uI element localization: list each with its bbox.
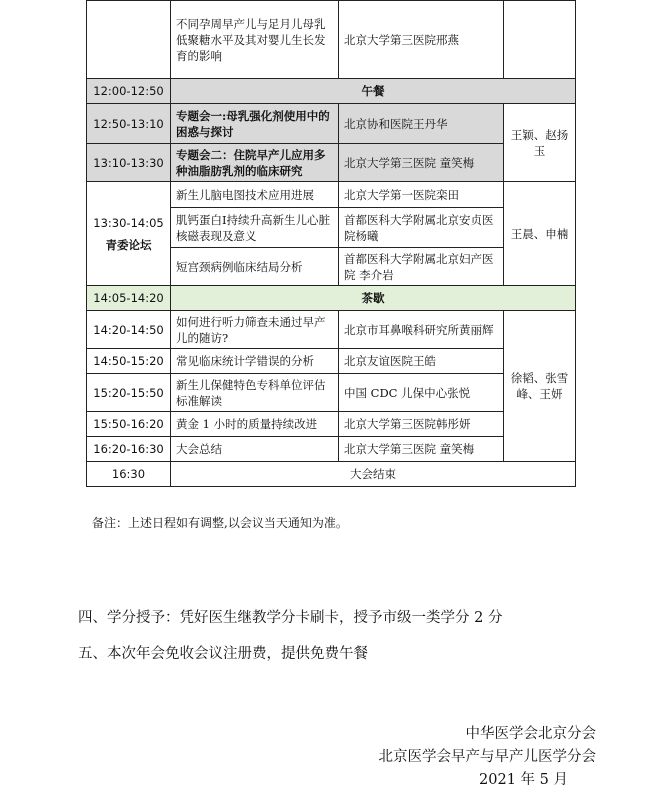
tea-break-cell: 茶歇 xyxy=(171,286,576,311)
signature-org-2: 北京医学会早产与早产儿医学分会 xyxy=(378,749,596,765)
chair-cell: 王晨、申楠 xyxy=(504,182,576,286)
speaker-cell: 首都医科大学附属北京安贞医院杨曦 xyxy=(339,208,504,248)
table-row xyxy=(87,182,576,208)
table-row xyxy=(87,412,576,437)
speaker-cell: 首都医科大学附属北京妇产医院 李介岩 xyxy=(339,248,504,286)
table-row xyxy=(87,349,576,374)
session-label: 青委论坛 xyxy=(105,237,152,252)
table-row xyxy=(87,104,576,144)
speaker-cell: 北京大学第三医院邢燕 xyxy=(339,1,504,79)
time-cell: 15:20-15:50 xyxy=(87,374,171,412)
signature-org-1: 中华医学会北京分会 xyxy=(465,726,596,742)
table-row xyxy=(87,286,576,311)
speaker-cell: 中国 CDC 儿保中心张悦 xyxy=(339,374,504,412)
schedule-note: 备注：上述日程如有调整,以会议当天通知为准。 xyxy=(92,516,348,530)
lunch-cell: 午餐 xyxy=(171,79,576,104)
closing-cell: 大会结束 xyxy=(171,462,576,487)
topic-cell: 肌钙蛋白Ⅰ持续升高新生儿心脏核磁表现及意义 xyxy=(171,208,339,248)
signature-date: 2021 年 5 月 xyxy=(479,772,568,788)
speaker-cell: 北京协和医院王丹华 xyxy=(339,104,504,144)
time-cell: 14:20-14:50 xyxy=(87,311,171,349)
table-row xyxy=(87,1,576,79)
time-cell: 14:50-15:20 xyxy=(87,349,171,374)
table-row xyxy=(87,311,576,349)
section-fees: 五、本次年会免收会议注册费，提供免费午餐 xyxy=(78,646,368,662)
speaker-cell: 北京大学第三医院韩彤妍 xyxy=(339,412,504,437)
speaker-cell: 北京大学第三医院 童笑梅 xyxy=(339,144,504,182)
section-credits: 四、学分授予：凭好医生继教学分卡刷卡，授予市级一类学分 2 分 xyxy=(78,610,503,626)
speaker-cell: 北京友谊医院王皓 xyxy=(339,349,504,374)
time-cell: 12:00-12:50 xyxy=(87,79,171,104)
time-text: 13:30-14:05 xyxy=(93,215,164,230)
table-row xyxy=(87,462,576,487)
time-cell: 12:50-13:10 xyxy=(87,104,171,144)
chair-cell: 王颖、赵扬玉 xyxy=(504,104,576,182)
topic-cell: 黄金 1 小时的质量持续改进 xyxy=(171,412,339,437)
chair-cell xyxy=(504,1,576,79)
time-cell: 16:30 xyxy=(87,462,171,487)
topic-cell: 专题会一:母乳强化剂使用中的困惑与探讨 xyxy=(171,104,339,144)
topic-cell: 新生儿保健特色专科单位评估标准解读 xyxy=(171,374,339,412)
chair-cell: 徐韬、张雪峰、王妍 xyxy=(504,311,576,462)
table-row xyxy=(87,144,576,182)
topic-cell: 常见临床统计学错误的分析 xyxy=(171,349,339,374)
schedule-table xyxy=(86,0,576,487)
topic-cell: 不同孕周早产儿与足月儿母乳低聚糖水平及其对婴儿生长发育的影响 xyxy=(171,1,339,79)
speaker-cell: 北京市耳鼻喉科研究所黄丽辉 xyxy=(339,311,504,349)
speaker-cell: 北京大学第一医院栾田 xyxy=(339,182,504,208)
speaker-cell: 北京大学第三医院 童笑梅 xyxy=(339,437,504,462)
time-cell xyxy=(87,1,171,79)
table-row xyxy=(87,79,576,104)
topic-cell: 如何进行听力筛查未通过早产儿的随访? xyxy=(171,311,339,349)
topic-cell: 专题会二：住院早产儿应用多种油脂肪乳剂的临床研究 xyxy=(171,144,339,182)
time-cell xyxy=(87,182,171,286)
time-cell: 16:20-16:30 xyxy=(87,437,171,462)
time-cell: 13:10-13:30 xyxy=(87,144,171,182)
topic-cell: 大会总结 xyxy=(171,437,339,462)
table-row xyxy=(87,437,576,462)
time-cell: 15:50-16:20 xyxy=(87,412,171,437)
topic-cell: 短宫颈病例临床结局分析 xyxy=(171,248,339,286)
table-row xyxy=(87,374,576,412)
topic-cell: 新生儿脑电图技术应用进展 xyxy=(171,182,339,208)
time-cell: 14:05-14:20 xyxy=(87,286,171,311)
